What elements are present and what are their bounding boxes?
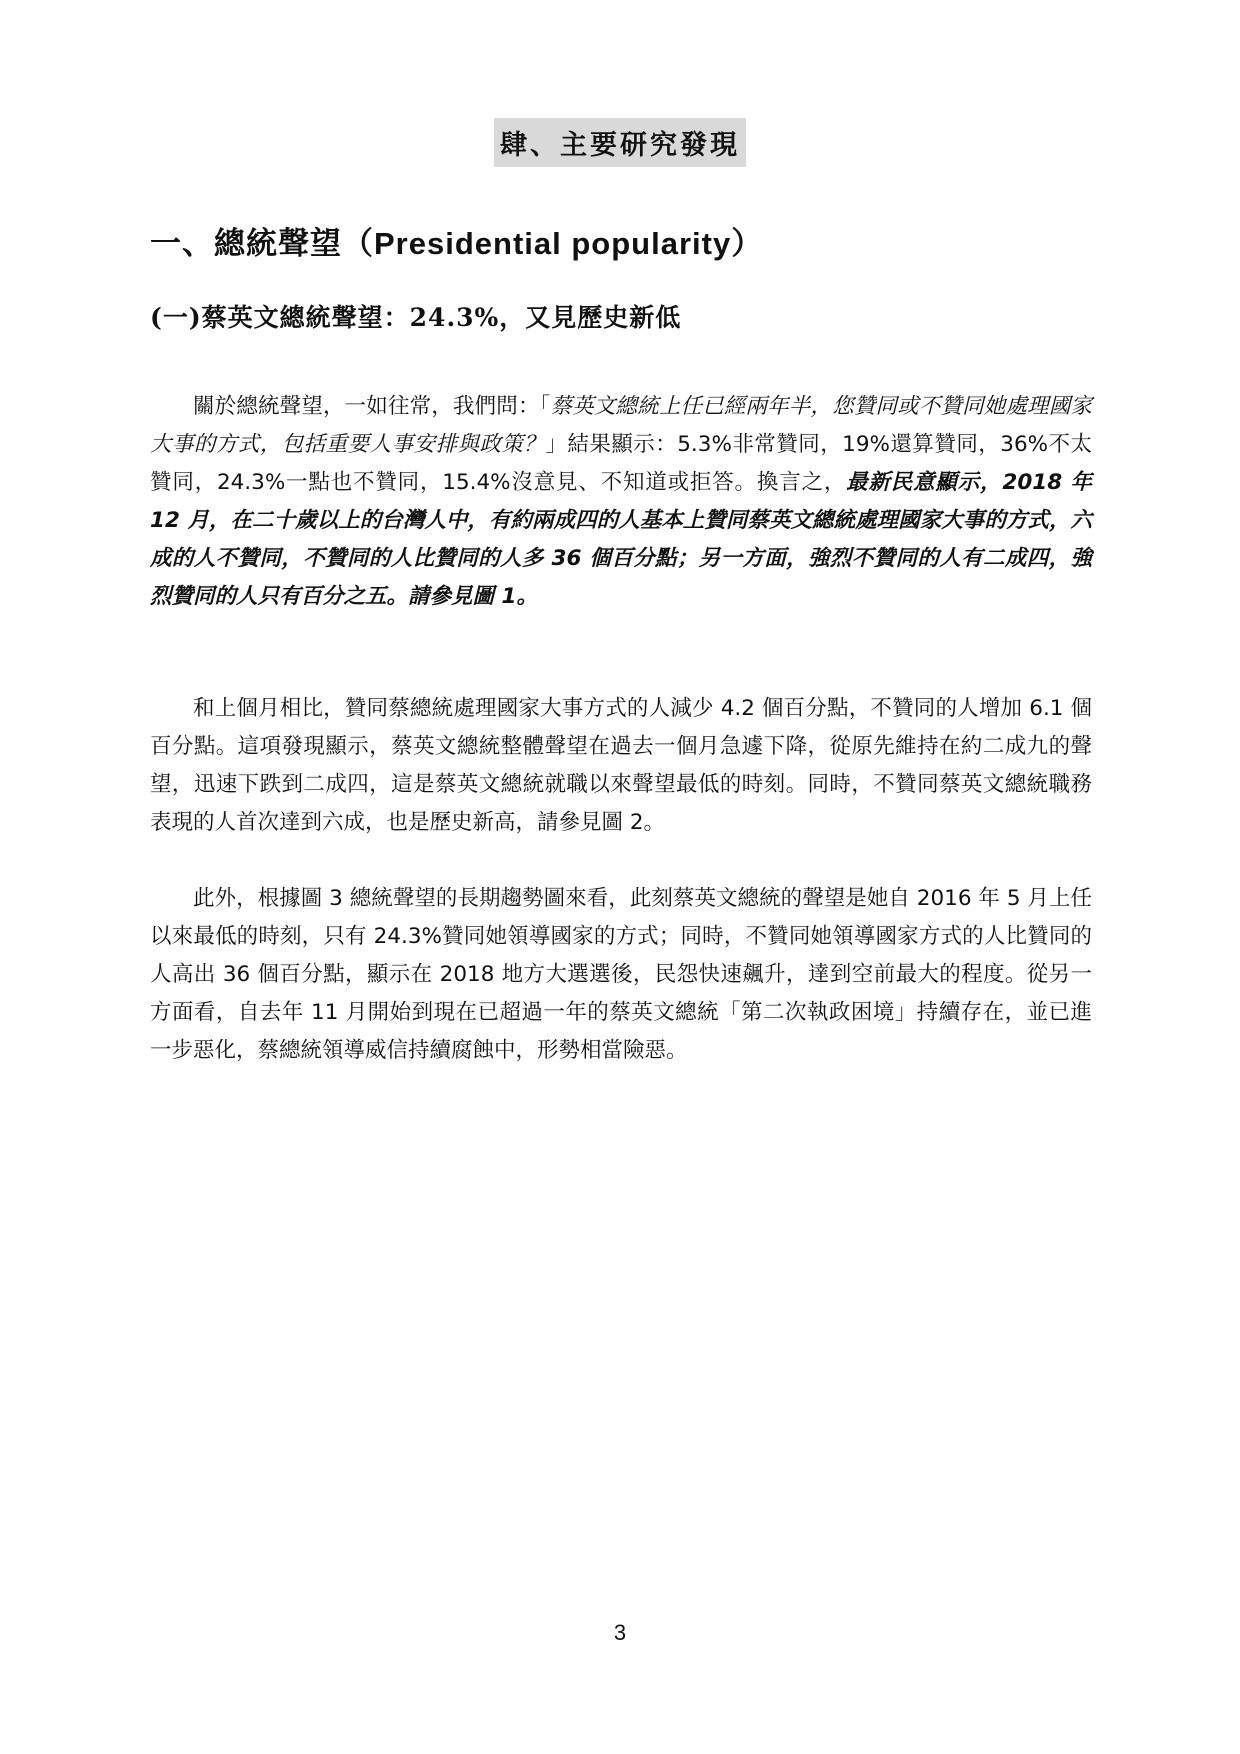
chapter-title-text: 肆、主要研究發現	[494, 118, 746, 167]
survey-question: 蔡英文總統上任已經兩年半，您贊同或不贊同她處理國家大事的方式，包括重要人事安排與政策？	[150, 394, 1092, 457]
page-number: 3	[613, 1620, 627, 1645]
paragraph1-results: 」結果顯示：5.3%非常贊同，19%還算贊同，36%不太贊同，24.3%一點也不贊同，15.4%沒意見、不知道或拒答。換言之，	[150, 432, 1092, 495]
section-heading-suffix: ）	[731, 226, 764, 262]
section-heading-prefix: 一、總統聲望（	[150, 226, 374, 262]
section-heading	[150, 218, 763, 263]
paragraph-approval-results	[150, 388, 1092, 616]
paragraph1-emphasis: 最新民意顯示，2018 年 12 月，在二十歲以上的台灣人中，有約兩成四的人基本上贊同蔡英文總統處理國家大事的方式，六成的人不贊同，不贊同的人比贊同的人多 36 個百分點；另一方面，強烈不贊同的人有二成四，強烈贊同的人只有百分之五。請參見圖 1。	[150, 470, 1092, 609]
paragraph-long-term-trend: 此外，根據圖 3 總統聲望的長期趨勢圖來看，此刻蔡英文總統的聲望是她自 2016 年 5 月上任以來最低的時刻，只有 24.3%贊同她領導國家的方式；同時，不贊同她領導國家方式的人比贊同的人高出 36 個百分點，顯示在 2018 地方大選選後，民怨快速飆升，達到空前最大的程度。從另一方面看，自去年 11 月開始到現在已超過一年的蔡英文總統「第二次執政困境」持續存在，並已進一步惡化，蔡總統領導威信持續腐蝕中，形勢相當險惡。	[150, 886, 1092, 1063]
section-heading-english: Presidential popularity	[374, 226, 732, 261]
chapter-title	[0, 118, 1240, 167]
paragraph1-intro: 關於總統聲望，一如往常，我們問：「	[193, 394, 551, 419]
paragraph-monthly-change: 和上個月相比，贊同蔡總統處理國家大事方式的人減少 4.2 個百分點，不贊同的人增加 6.1 個百分點。這項發現顯示，蔡英文總統整體聲望在過去一個月急遽下降，從原先維持在約二成九的聲望，迅速下跌到二成四，這是蔡英文總統就職以來聲望最低的時刻。同時，不贊同蔡英文總統職務表現的人首次達到六成，也是歷史新高，請參見圖 2。	[150, 696, 1092, 835]
subsection-heading: (一)蔡英文總統聲望：24.3%，又見歷史新低	[150, 303, 682, 332]
